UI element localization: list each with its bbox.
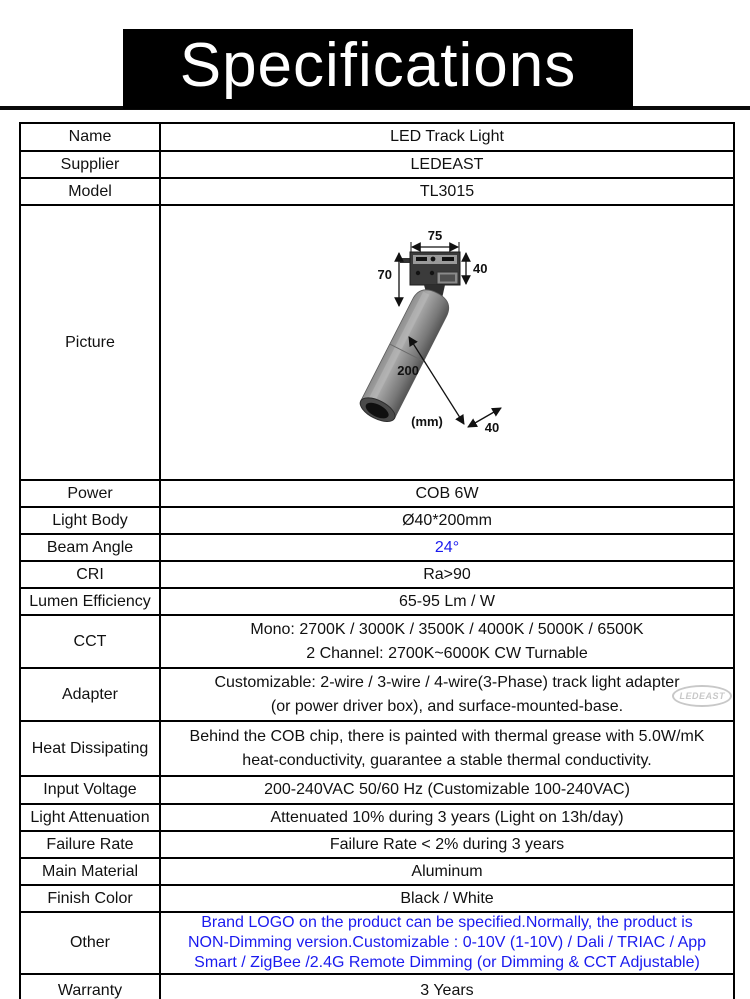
unit-label: (mm) (411, 414, 443, 429)
value-line: Behind the COB chip, there is painted with thermal grease with 5.0W/mK (189, 727, 705, 745)
value-line: heat-conductivity, guarantee a stable thermal conductivity. (242, 751, 652, 769)
row-value: Attenuated 10% during 3 years (Light on 13h/day) (160, 804, 734, 831)
row-label: Picture (20, 205, 160, 480)
row-label: Main Material (20, 858, 160, 885)
table-row-heat-dissipating (20, 721, 734, 776)
row-label: Lumen Efficiency (20, 588, 160, 615)
row-label: Warranty (20, 974, 160, 999)
product-image (161, 206, 734, 474)
row-value: Aluminum (160, 858, 734, 885)
value-line: Smart / ZigBee /2.4G Remote Dimming (or Dimming & CCT Adjustable) (194, 954, 700, 971)
light-body-graphic (357, 284, 454, 426)
value-line: (or power driver box), and surface-mounted-base. (270, 697, 624, 715)
value-line: Brand LOGO on the product can be specified.Normally, the product is (201, 914, 693, 931)
value-line: Customizable: 2-wire / 3-wire / 4-wire(3-Phase) track light adapter (214, 673, 680, 691)
row-value: 65-95 Lm / W (160, 588, 734, 615)
table-row-power (20, 480, 734, 507)
table-row-failure-rate (20, 831, 734, 858)
row-value (160, 615, 734, 668)
row-label: CRI (20, 561, 160, 588)
specifications-banner (123, 29, 633, 109)
value-line: Mono: 2700K / 3000K / 3500K / 4000K / 5000K / 6500K (250, 620, 644, 638)
row-label: Power (20, 480, 160, 507)
row-label: Other (20, 912, 160, 974)
page-title: Specifications (179, 31, 577, 100)
dim-total-height-label: 70 (377, 267, 392, 282)
dim-body-length-arrow (409, 337, 464, 424)
table-row-main-material (20, 858, 734, 885)
table-row-other (20, 912, 734, 974)
track-adapter-graphic (400, 252, 460, 285)
dim-face-diameter-label: 40 (484, 420, 500, 435)
table-row-light-body (20, 507, 734, 534)
row-value: Failure Rate < 2% during 3 years (160, 831, 734, 858)
row-label: Input Voltage (20, 776, 160, 804)
table-row-beam-angle (20, 534, 734, 561)
table-row-name (20, 123, 734, 151)
table-row-cct (20, 615, 734, 668)
row-value (160, 721, 734, 776)
table-row-light-attenuation (20, 804, 734, 831)
table-row-picture (20, 205, 734, 480)
row-label: Failure Rate (20, 831, 160, 858)
row-label: Heat Dissipating (20, 721, 160, 776)
table-row-warranty (20, 974, 734, 999)
row-value (160, 668, 734, 721)
row-label: Name (20, 123, 160, 151)
row-label: Finish Color (20, 885, 160, 912)
row-value: 200-240VAC 50/60 Hz (Customizable 100-240VAC) (160, 776, 734, 804)
row-label: Light Body (20, 507, 160, 534)
dim-body-length-label: 200 (397, 363, 419, 378)
table-row-adapter (20, 668, 734, 721)
row-value: COB 6W (160, 480, 734, 507)
ledeast-watermark-text: LEDEAST (672, 685, 732, 707)
row-value: Black / White (160, 885, 734, 912)
row-value: LEDEAST (160, 151, 734, 178)
dim-top-width-label: 75 (427, 228, 443, 243)
table-row-supplier (20, 151, 734, 178)
row-label: CCT (20, 615, 160, 668)
value-line: NON-Dimming version.Customizable : 0-10V (1-10V) / Dali / TRIAC / App (187, 934, 707, 951)
row-value: LED Track Light (160, 123, 734, 151)
row-label: Light Attenuation (20, 804, 160, 831)
row-label: Model (20, 178, 160, 205)
table-row-lumen-efficiency (20, 588, 734, 615)
row-value: TL3015 (160, 178, 734, 205)
row-value: 24° (160, 534, 734, 561)
value-line: 2 Channel: 2700K~6000K CW Turnable (306, 644, 588, 662)
spec-table (19, 122, 735, 999)
dim-adapter-height-label: 40 (473, 261, 488, 276)
row-label: Beam Angle (20, 534, 160, 561)
ledeast-watermark (672, 685, 732, 707)
row-value (160, 912, 734, 974)
table-row-input-voltage (20, 776, 734, 804)
table-row-cri (20, 561, 734, 588)
table-row-model (20, 178, 734, 205)
row-label: Supplier (20, 151, 160, 178)
row-value: Ra>90 (160, 561, 734, 588)
row-value: Ø40*200mm (160, 507, 734, 534)
product-image-cell (160, 205, 734, 480)
table-row-finish-color (20, 885, 734, 912)
row-value: 3 Years (160, 974, 734, 999)
row-label: Adapter (20, 668, 160, 721)
